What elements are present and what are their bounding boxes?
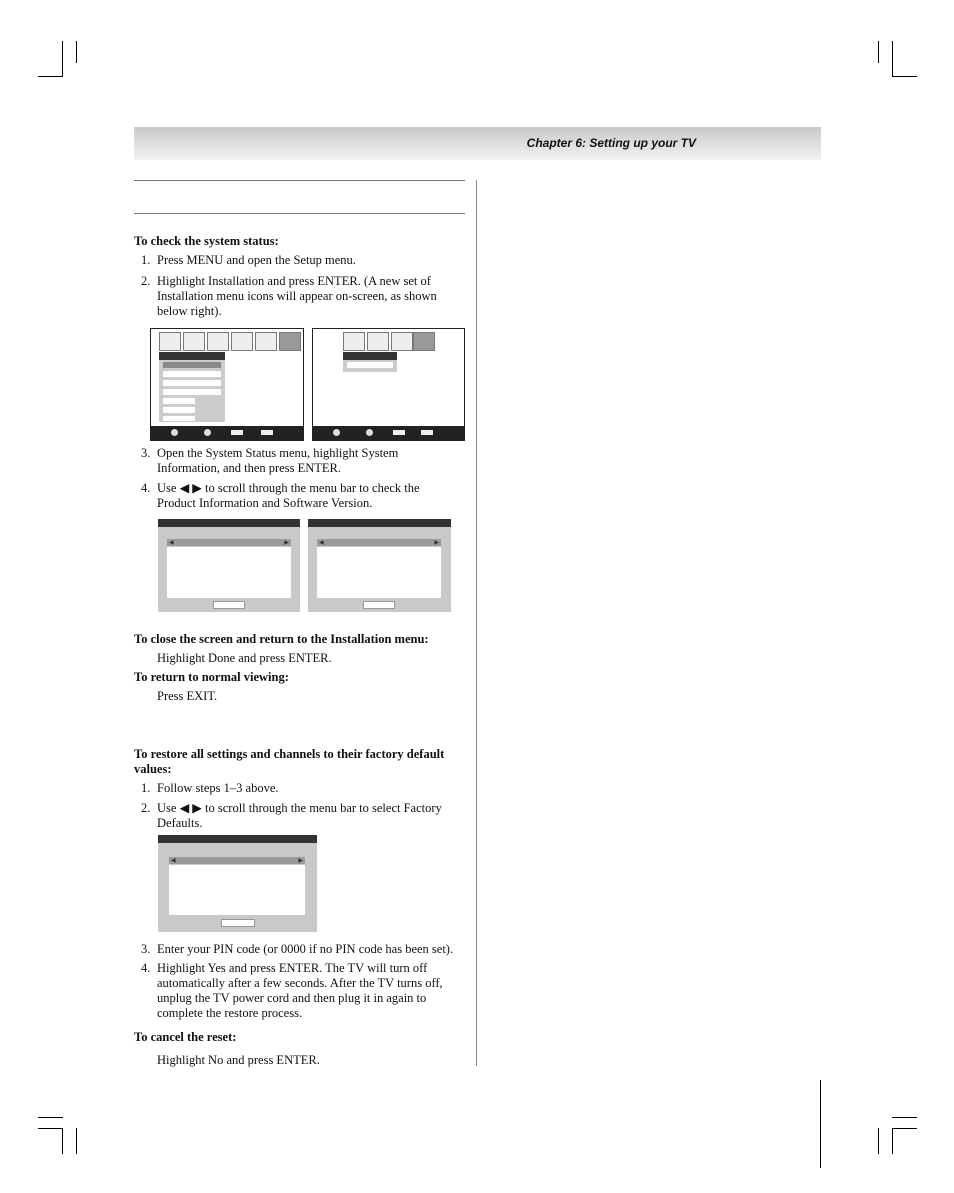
installation-menu-screen	[312, 328, 465, 441]
step-number: 1.	[141, 253, 151, 267]
step-text: Use ◀ ▶ to scroll through the menu bar to select Factory Defaults.	[157, 801, 442, 830]
dialog-content	[317, 547, 441, 598]
menu-item	[347, 362, 393, 368]
crop-mark	[38, 1117, 63, 1118]
done-button	[221, 919, 255, 927]
menu-item	[163, 380, 221, 386]
column-divider	[476, 180, 477, 1066]
crop-mark	[76, 1128, 77, 1154]
dialog-content	[167, 547, 291, 598]
section-heading: To check the system status:	[134, 234, 279, 248]
divider	[134, 180, 465, 181]
menu-item	[163, 389, 221, 395]
nav-icon	[171, 429, 178, 436]
chapter-title: Chapter 6: Setting up your TV	[526, 136, 696, 150]
step-text: Open the System Status menu, highlight System Information, and then press ENTER.	[157, 446, 399, 475]
step-number: 3.	[141, 446, 151, 460]
picture-icon	[159, 332, 181, 351]
chapter-header-band	[134, 127, 821, 160]
step-text: Highlight Installation and press ENTER. (A new set of Installation menu icons will appear on-screen, as shown below right).	[157, 274, 437, 318]
done-button	[363, 601, 395, 609]
left-arrow-icon: ◀	[169, 539, 174, 546]
section-heading: To close the screen and return to the Installation menu:	[134, 632, 429, 646]
left-arrow-icon: ◀	[171, 857, 176, 864]
step-number: 2.	[141, 274, 151, 288]
step-text: Press MENU and open the Setup menu.	[157, 253, 356, 267]
crop-mark	[892, 1128, 917, 1129]
menu-item	[163, 371, 221, 377]
right-arrow-icon: ▶	[298, 857, 303, 864]
step-number: 1.	[141, 781, 151, 795]
menu-item	[163, 398, 195, 404]
menu-footer-bar	[313, 426, 464, 440]
audio-icon	[183, 332, 205, 351]
clock-icon	[391, 332, 413, 351]
music-icon	[207, 332, 229, 351]
instruction-text: Highlight Done and press ENTER.	[157, 651, 332, 665]
instruction-text: Highlight No and press ENTER.	[157, 1053, 320, 1067]
section-heading: To restore all settings and channels to their factory default values:	[134, 747, 445, 776]
dialog-title-bar	[158, 519, 300, 527]
system-status-icon	[413, 332, 435, 351]
menu-list	[159, 360, 225, 422]
software-version-dialog	[308, 519, 451, 612]
menu-item	[163, 407, 195, 413]
done-button	[213, 601, 245, 609]
lock-icon	[255, 332, 277, 351]
product-info-dialog	[158, 519, 300, 612]
crop-mark	[76, 41, 77, 63]
terrestrial-icon	[343, 332, 365, 351]
crop-mark	[38, 1128, 63, 1129]
signal-meter-icon	[367, 332, 389, 351]
crop-mark	[878, 41, 879, 63]
crop-mark	[62, 41, 63, 77]
select-icon	[366, 429, 373, 436]
left-arrow-icon: ◀	[319, 539, 324, 546]
dialog-title-bar	[158, 835, 317, 843]
crop-mark	[892, 1128, 893, 1154]
instruction-text: Press EXIT.	[157, 689, 218, 703]
divider	[134, 213, 465, 214]
setup-menu-screen	[150, 328, 304, 441]
step-number: 3.	[141, 942, 151, 956]
dialog-menu-bar	[167, 539, 291, 546]
crop-mark	[892, 1117, 917, 1118]
crop-mark	[38, 76, 63, 77]
button-icon	[393, 430, 405, 435]
dialog-content	[169, 865, 305, 915]
dialog-menu-bar	[317, 539, 441, 546]
button-icon	[421, 430, 433, 435]
dialog-title-bar	[308, 519, 451, 527]
installation-icon	[279, 332, 301, 351]
right-arrow-icon: ▶	[284, 539, 289, 546]
select-icon	[204, 429, 211, 436]
button-icon	[231, 430, 243, 435]
dialog-menu-bar	[169, 857, 305, 864]
crop-mark	[892, 76, 917, 77]
step-text: Highlight Yes and press ENTER. The TV will turn off automatically after a few seconds. After the TV turns off, unplug the TV power cord and then plug it in again to complete the restore process.	[157, 961, 443, 1020]
step-text: Enter your PIN code (or 0000 if no PIN code has been set).	[157, 942, 454, 956]
menu-item	[163, 416, 195, 421]
menu-title-bar	[343, 352, 397, 360]
crop-mark	[62, 1128, 63, 1154]
step-text: Follow steps 1–3 above.	[157, 781, 279, 795]
step-text: Use ◀ ▶ to scroll through the menu bar to check the Product Information and Software Version.	[157, 481, 420, 510]
factory-defaults-dialog	[158, 835, 317, 932]
section-heading: To cancel the reset:	[134, 1030, 237, 1044]
setup-icon	[231, 332, 253, 351]
crop-mark	[820, 1080, 821, 1168]
right-arrow-icon: ▶	[434, 539, 439, 546]
menu-footer-bar	[151, 426, 303, 440]
crop-mark	[878, 1128, 879, 1154]
nav-icon	[333, 429, 340, 436]
step-number: 4.	[141, 961, 151, 975]
menu-title-bar	[159, 352, 225, 360]
menu-list	[343, 360, 397, 372]
step-number: 4.	[141, 481, 151, 495]
section-heading: To return to normal viewing:	[134, 670, 289, 684]
button-icon	[261, 430, 273, 435]
crop-mark	[892, 41, 893, 77]
menu-item	[163, 362, 221, 368]
step-number: 2.	[141, 801, 151, 815]
